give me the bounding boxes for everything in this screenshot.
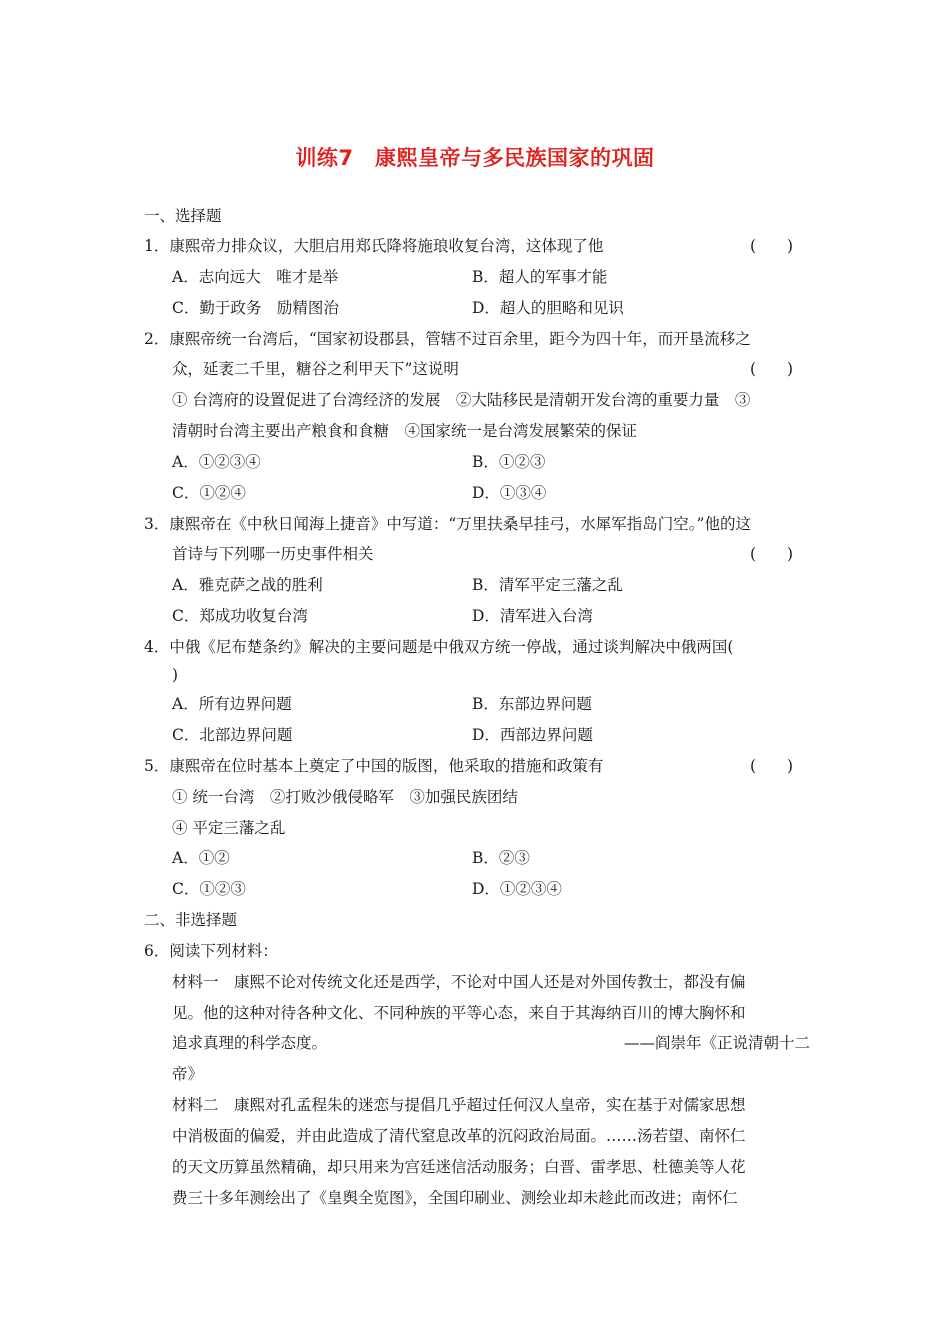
- question-2-stem-line-2: 众，延袤二千里，糖谷之利甲天下”这说明: [172, 360, 459, 378]
- question-4-option-c: C．北部边界问题: [172, 726, 293, 744]
- material-2-line-3: 的天文历算虽然精确，却只用来为宫廷迷信活动服务；白晋、雷孝思、杜德美等人花: [172, 1158, 746, 1176]
- section-heading-choice: 一、选择题: [144, 207, 222, 225]
- question-1-option-d: D．超人的胆略和见识: [472, 299, 624, 317]
- question-3-option-b: B．清军平定三藩之乱: [472, 576, 623, 594]
- question-5-stem: 5．康熙帝在位时基本上奠定了中国的版图，他采取的措施和政策有: [144, 757, 604, 775]
- question-6-stem: 6．阅读下列材料：: [144, 942, 278, 960]
- material-2-line-2: 中消极面的偏爱，并由此造成了清代窒息改革的沉闷政治局面。……汤若望、南怀仁: [172, 1127, 746, 1145]
- question-1-option-c: C．勤于政务 励精图治: [172, 299, 339, 317]
- question-3-stem-line-1: 3．康熙帝在《中秋日闻海上捷音》中写道：“万里扶桑早挂弓，水犀军指岛门空。”他的这: [144, 515, 751, 533]
- material-1-line-1: 材料一 康熙不论对传统文化还是西学，不论对中国人还是对外国传教士，都没有偏: [172, 973, 746, 991]
- question-2-stem-line-1: 2．康熙帝统一台湾后，“国家初设郡县，管辖不过百余里，距今为四十年，而开垦流移之: [144, 330, 751, 348]
- question-1-option-b: B．超人的军事才能: [472, 268, 608, 286]
- material-1-line-4: 帝》: [172, 1065, 204, 1083]
- material-2-line-4: 费三十多年测绘出了《皇舆全览图》，全国印刷业、测绘业却未趁此而改进；南怀仁: [172, 1189, 738, 1207]
- question-4-option-d: D．西部边界问题: [472, 726, 593, 744]
- question-4-stem-line-2: ): [172, 666, 179, 684]
- question-3-stem-line-2: 首诗与下列哪一历史事件相关: [172, 545, 374, 563]
- question-1-option-a: A．志向远大 唯才是举: [172, 268, 339, 286]
- question-4-stem-line-1: 4．中俄《尼布楚条约》解决的主要问题是中俄双方统一停战，通过谈判解决中俄两国(: [144, 638, 734, 656]
- question-5-statements-line-1: ① 统一台湾 ②打败沙俄侵略军 ③加强民族团结: [172, 788, 518, 806]
- question-2-statements-line-1: ① 台湾府的设置促进了台湾经济的发展 ②大陆移民是清朝开发台湾的重要力量 ③: [172, 391, 751, 409]
- question-2-option-d: D．①③④: [472, 484, 547, 502]
- question-5-option-b: B．②③: [472, 849, 530, 867]
- question-5-option-a: A．①②: [172, 849, 230, 867]
- question-5-option-c: C．①②③: [172, 880, 246, 898]
- question-2-option-b: B．①②③: [472, 453, 546, 471]
- question-3-option-d: D．清军进入台湾: [472, 607, 593, 625]
- question-5-statements-line-2: ④ 平定三藩之乱: [172, 819, 286, 837]
- material-1-line-2: 见。他的这种对待各种文化、不同种族的平等心态，来自于其海纳百川的博大胸怀和: [172, 1004, 746, 1022]
- question-4-option-b: B．东部边界问题: [472, 695, 592, 713]
- question-2-answer-blank: ( ): [750, 360, 794, 378]
- question-3-answer-blank: ( ): [750, 545, 794, 563]
- question-2-option-a: A．①②③④: [172, 453, 261, 471]
- question-5-answer-blank: ( ): [750, 757, 794, 775]
- question-1-answer-blank: ( ): [750, 237, 794, 255]
- question-2-option-c: C．①②④: [172, 484, 246, 502]
- question-1-stem: 1．康熙帝力排众议，大胆启用郑氏降将施琅收复台湾，这体现了他: [144, 237, 604, 255]
- question-3-option-c: C．郑成功收复台湾: [172, 607, 308, 625]
- section-heading-non-choice: 二、非选择题: [144, 911, 238, 929]
- material-1-source: ——阎崇年《正说清朝十二: [623, 1034, 810, 1052]
- question-3-option-a: A．雅克萨之战的胜利: [172, 576, 323, 594]
- page-title: 训练7 康熙皇帝与多民族国家的巩固: [295, 146, 655, 170]
- question-5-option-d: D．①②③④: [472, 880, 562, 898]
- material-2-line-1: 材料二 康熙对孔孟程朱的迷恋与提倡几乎超过任何汉人皇帝，实在基于对儒家思想: [172, 1096, 746, 1114]
- material-1-line-3: 追求真理的科学态度。: [172, 1034, 328, 1052]
- question-2-statements-line-2: 清朝时台湾主要出产粮食和食糖 ④国家统一是台湾发展繁荣的保证: [172, 422, 638, 440]
- question-4-option-a: A．所有边界问题: [172, 695, 292, 713]
